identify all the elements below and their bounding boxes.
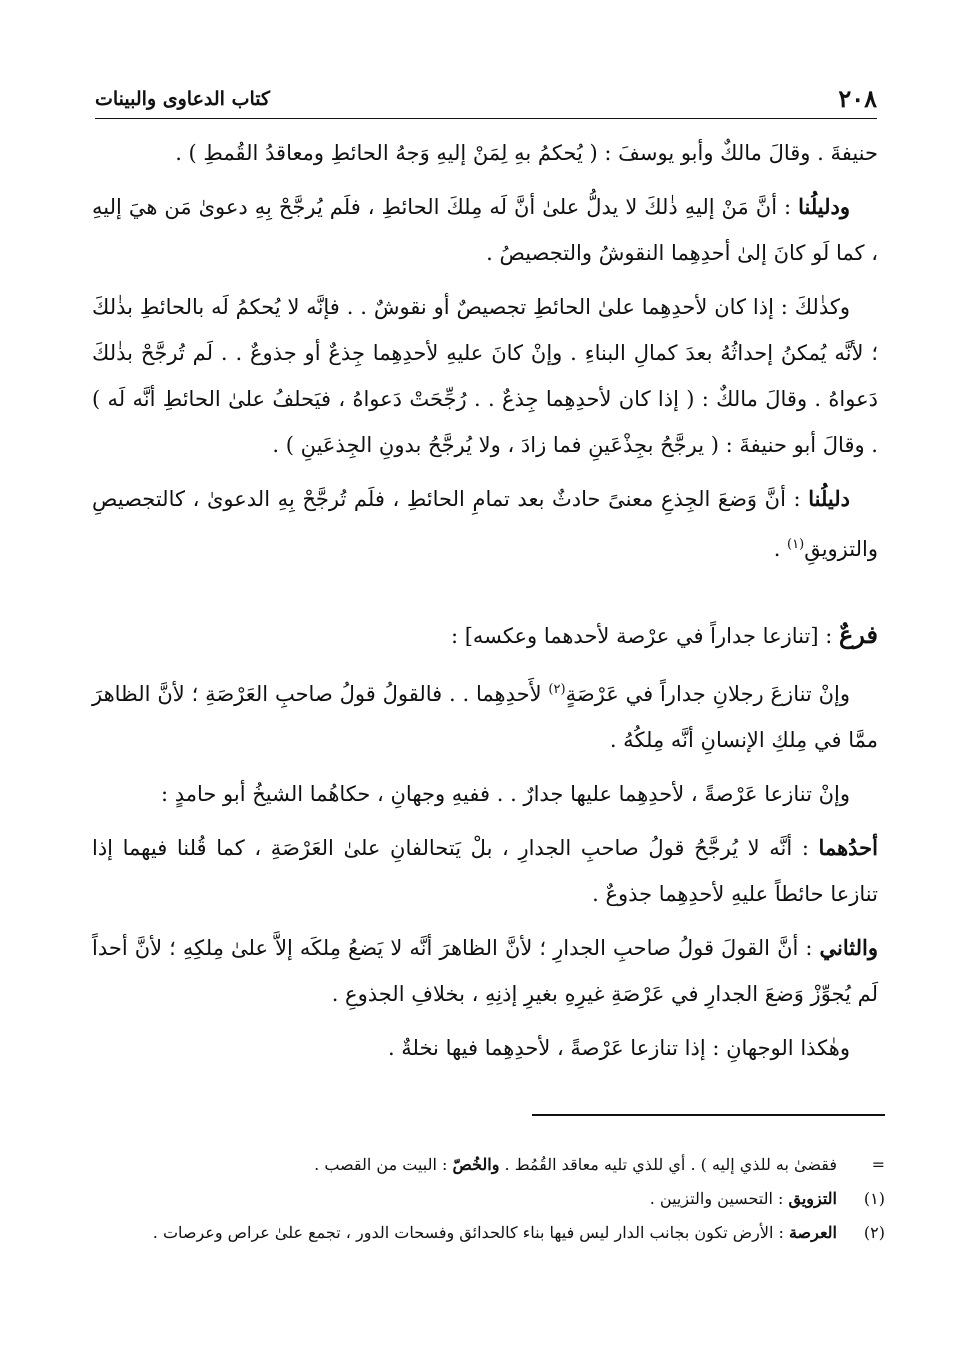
paragraph-9 xyxy=(92,925,878,1017)
paragraph-3 xyxy=(92,284,878,468)
footnote-marker: (١) xyxy=(863,1189,885,1208)
footnote-1 xyxy=(110,1184,885,1214)
footnote-text: فقضىٰ به للذي إليه ) . أي للذي تليه معاقد القُمُط . xyxy=(499,1155,837,1174)
footnote-tail: : البيت من القصب . xyxy=(314,1155,453,1174)
footnote-body xyxy=(110,1218,837,1248)
footnote-body xyxy=(110,1184,837,1214)
section-title: : [تنازعا جداراً في عرْصة لأحدهما وعكسه] : xyxy=(450,624,839,648)
footnote-2 xyxy=(110,1218,885,1248)
paragraph-tail: لأَحدِهِما . . فالقولُ قولُ صاحبِ العَرْصَةِ ؛ لأنَّ الظاهرَ ممَّا في مِلكِ الإنسانِ أنَّه مِلكُهُ . xyxy=(92,682,878,752)
paragraph-lead: أحدُهما xyxy=(818,835,878,860)
paragraph-text: وإنْ تنازعَ رجلانِ جداراً في عَرْصَةٍ xyxy=(565,682,850,706)
paragraph-lead: دليلُنا xyxy=(808,486,850,511)
paragraph-lead: ودليلُنا xyxy=(798,194,850,219)
section-heading xyxy=(92,612,878,659)
section-gap xyxy=(92,580,878,612)
page-number: ٢٠٨ xyxy=(838,84,877,113)
paragraph-text: وهٰكذا الوجهانِ : إذا تنازعا عَرْصةً ، لأحدِهِما فيها نخلةٌ . xyxy=(387,1036,850,1060)
footnote-text: : التحسين والتزيين . xyxy=(649,1189,789,1208)
running-header xyxy=(95,82,877,119)
footnote-continuation xyxy=(110,1150,885,1180)
book-title: كتاب الدعاوى والبينات xyxy=(95,88,271,110)
footnote-marker: = xyxy=(871,1155,885,1174)
footnote-term: والخُصّ xyxy=(452,1155,500,1174)
paragraph-text: وكذٰلكَ : إذا كان لأحدِهِما علىٰ الحائطِ تجصيصٌ أو نقوشٌ . . فإنَّه لا يُحكمُ لَه بالحائطِ بذٰلكَ ؛ لأنَّه يُمكنُ إحداثُهُ بعدَ كمالِ البناءِ . وإنْ كانَ عليهِ لأحدِهِما جِذعٌ أو جذوعٌ . . لَم تُرجَّحْ بذٰلكَ دَعواهُ . وقالَ مالكٌ : ( إذا كان لأحدِهِما جِذعٌ . . رُجِّحَتْ دَعواهُ ، فيَحلفُ علىٰ الحائطِ أنَّه لَه ) . وقالَ أبو حنيفةَ : ( يرجَّحُ بجِذْعَينِ فما زادَ ، ولا يُرجَّحُ بدونِ الجِذعَينِ ) . xyxy=(92,295,878,457)
footnote-marker: (٢) xyxy=(863,1223,885,1242)
section-lead: فرعٌ xyxy=(838,620,878,649)
paragraph-text: : أنَّ مَنْ إليهِ ذٰلكَ لا يدلُّ علىٰ أنَّ لَه مِلكَ الحائطِ ، فلَم يُرجَّحْ بِهِ دعوىٰ مَن هيَ إليهِ ، كما لَو كانَ إلىٰ أحدِهِما النقوشُ والتجصيصُ . xyxy=(92,195,878,265)
footnote-divider xyxy=(532,1114,885,1116)
paragraph-text: وإنْ تنازعا عَرْصةً ، لأحدِهِما عليها جدارٌ . . ففيهِ وجهانِ ، حكاهُما الشيخُ أبو حامدٍ : xyxy=(160,782,850,806)
paragraph-10 xyxy=(92,1025,878,1071)
footnote-ref-1[interactable]: (١) xyxy=(787,537,805,552)
footnote-term: العرصة xyxy=(788,1223,837,1242)
footnote-body xyxy=(110,1150,837,1180)
paragraph-text: : أنَّ القولَ قولُ صاحبِ الجدارِ ؛ لأنَّ الظاهرَ أنَّه لا يَضعُ مِلكَه إلاَّ علىٰ مِلكِهِ ؛ لأنَّ أحداً لَم يُجوِّزْ وَضعَ الجدارِ في عَرْصَةِ غيرِهِ بغيرِ إذنِهِ ، بخلافِ الجذوعِ . xyxy=(92,936,878,1006)
paragraph-lead: والثاني xyxy=(819,935,878,960)
footnote-term: التزويق xyxy=(788,1189,837,1208)
paragraph-2 xyxy=(92,184,878,276)
main-text xyxy=(92,130,878,1079)
footnote-ref-2[interactable]: (٢) xyxy=(548,682,566,697)
footnote-text: : الأرض تكون بجانب الدار ليس فيها بناء كالحدائق وفسحات الدور ، تجمع علىٰ عراص وعرصات . xyxy=(152,1223,789,1242)
footnotes xyxy=(110,1150,885,1252)
paragraph-text: حنيفةَ . وقالَ مالكٌ وأبو يوسفَ : ( يُحكمُ بهِ لِمَنْ إليهِ وَجهُ الحائطِ ومعاقدُ القُمطِ ) . xyxy=(175,141,878,165)
paragraph-4 xyxy=(92,476,878,572)
paragraph-text: : أنَّه لا يُرجَّحُ قولُ صاحبِ الجدارِ ، بلْ يَتحالفانِ علىٰ العَرْصَةِ ، كما قُلنا فيهما إذا تنازعا حائطاً عليهِ لأحدِهِما جذوعٌ . xyxy=(92,836,878,906)
paragraph-1 xyxy=(92,130,878,176)
paragraph-7 xyxy=(92,771,878,817)
paragraph-8 xyxy=(92,825,878,917)
paragraph-6 xyxy=(92,667,878,763)
paragraph-tail: . xyxy=(773,537,788,561)
paragraph-text: : أنَّ وَضعَ الجِذعِ معنىً حادثٌ بعد تمامِ الحائطِ ، فلَم تُرجَّحْ بِهِ الدعوىٰ ، كالتجصيصِ والتزويقِ xyxy=(92,487,878,561)
